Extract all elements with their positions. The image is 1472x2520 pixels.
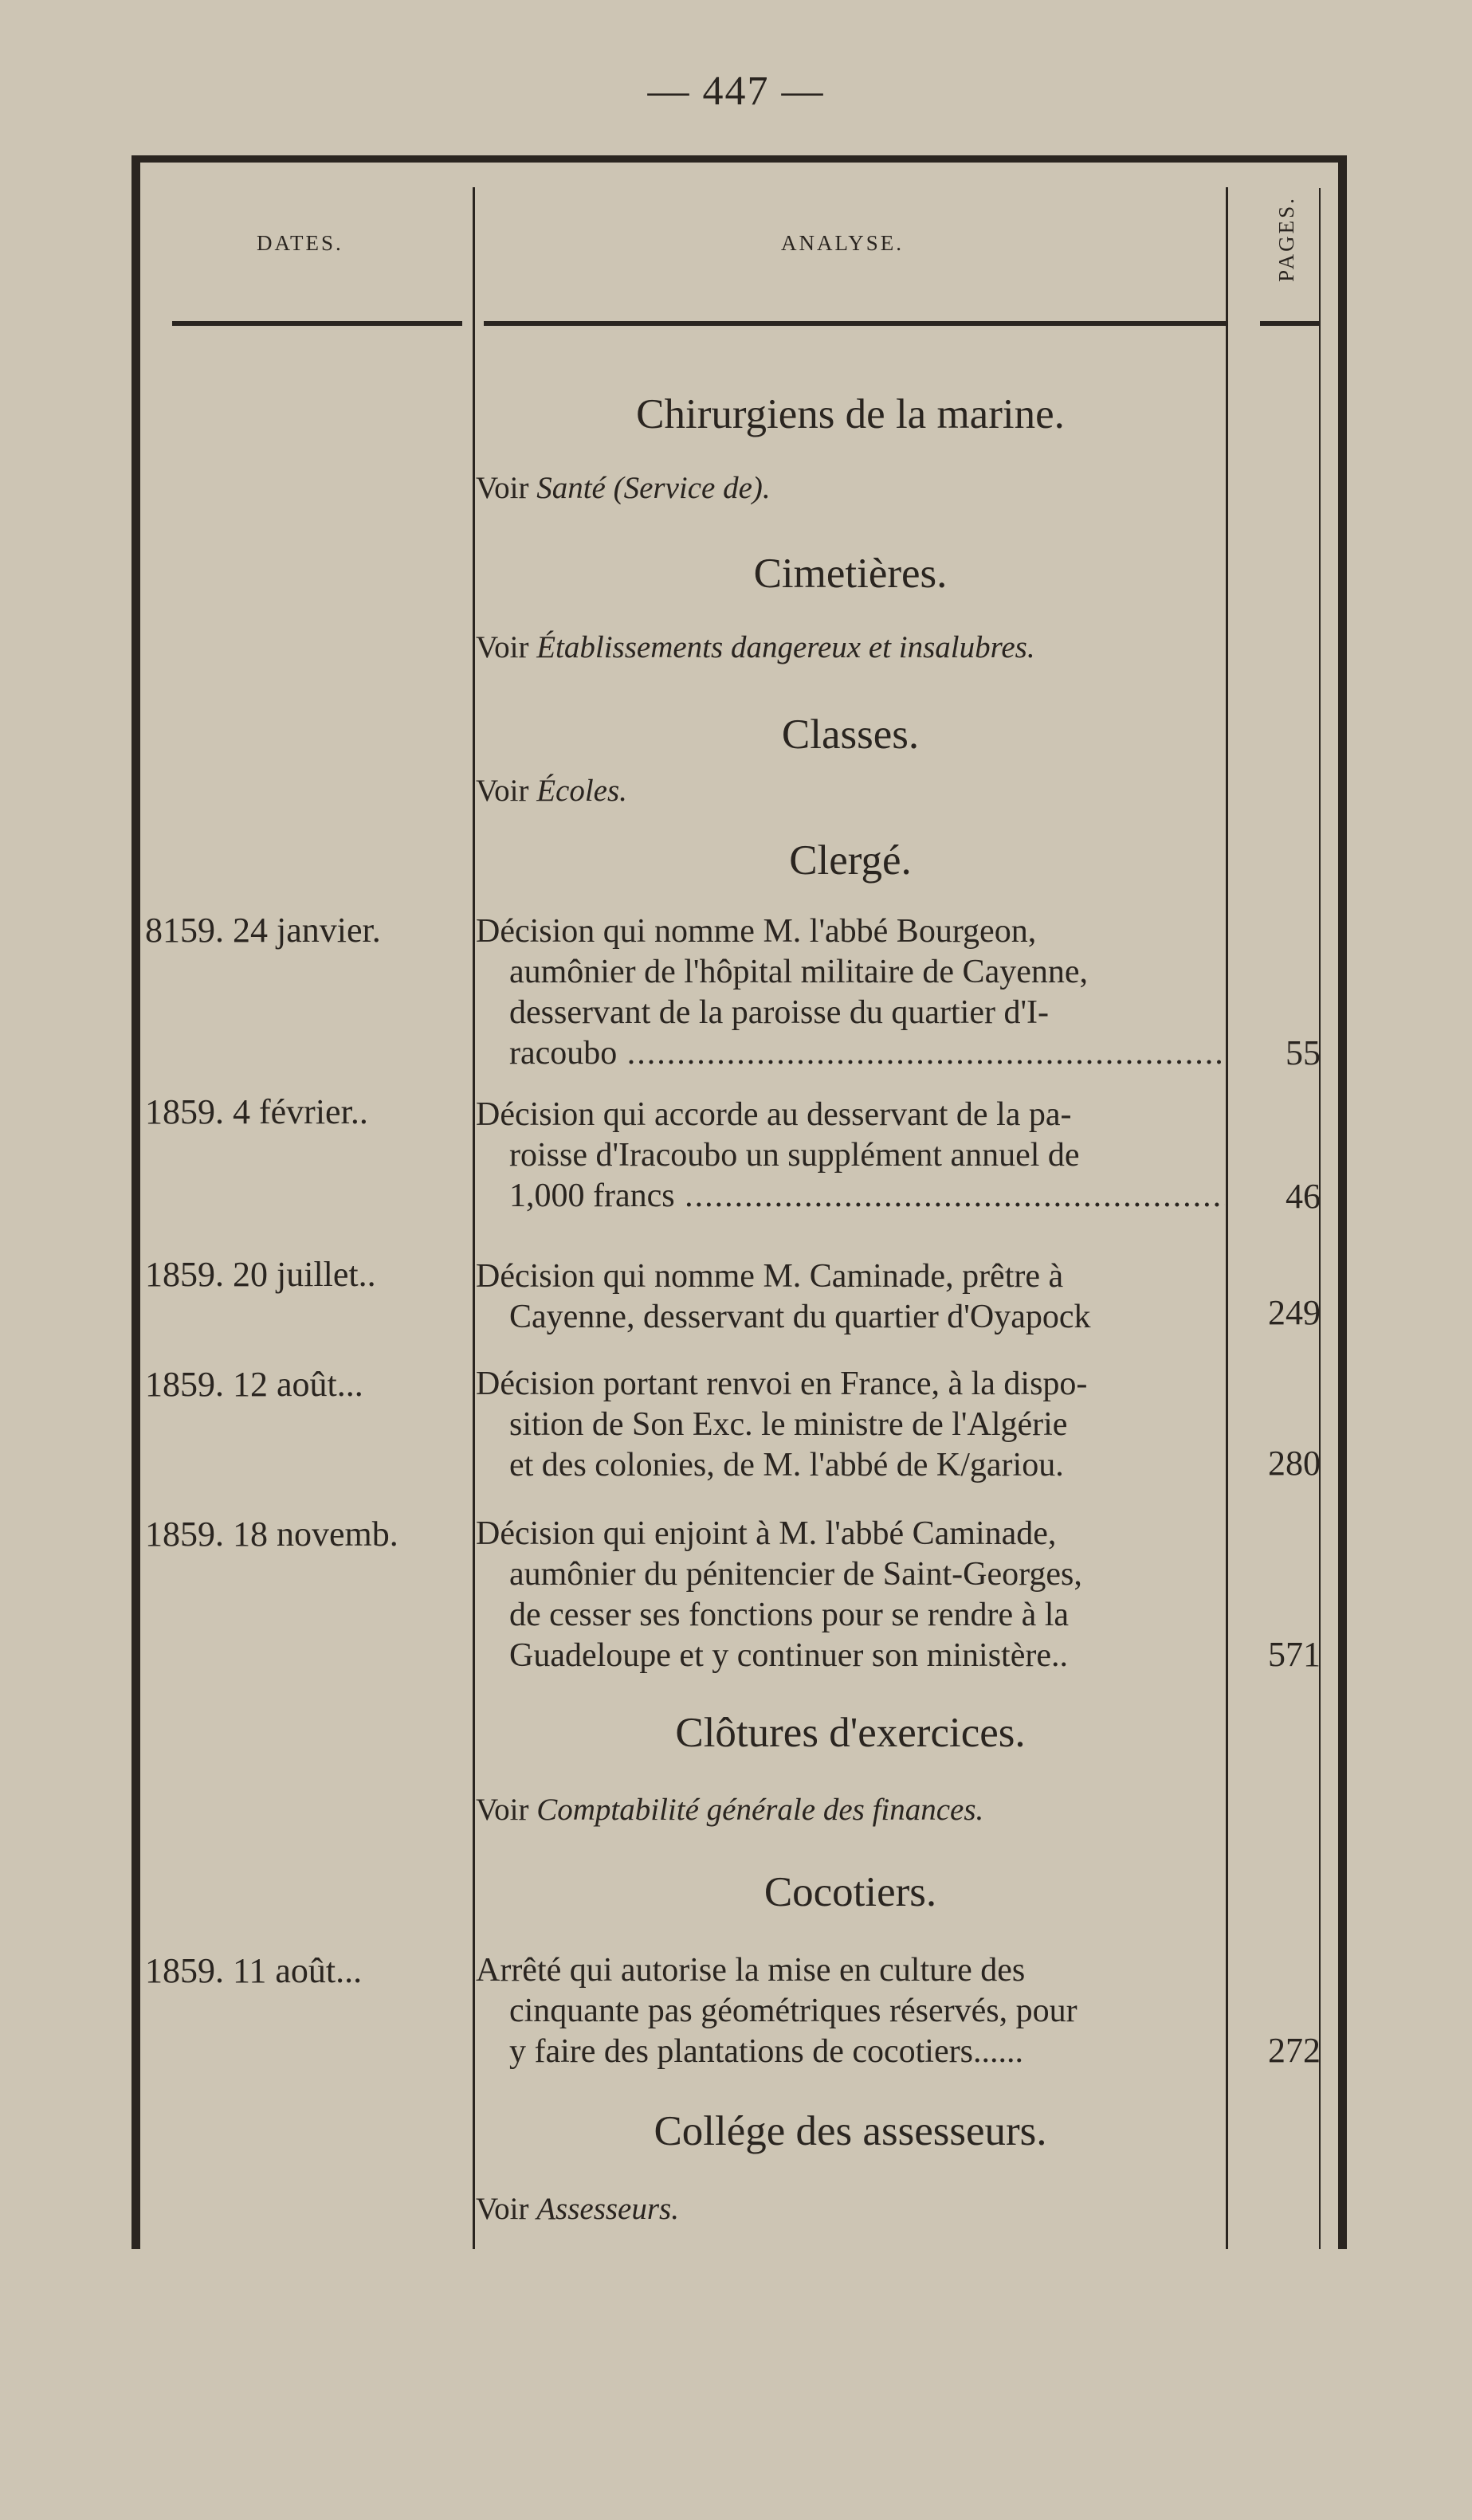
column-divider xyxy=(1319,188,1321,2249)
entry-line: Décision qui nomme M. Caminade, prêtre à xyxy=(476,1258,1064,1295)
section-heading: Cocotiers. xyxy=(763,1869,937,1915)
entry-line: Guadeloupe et y continuer son ministère.. xyxy=(509,1637,1068,1674)
entry-line: y faire des plantations de cocotiers...... xyxy=(509,2033,1023,2070)
see-reference: Voir Écoles. xyxy=(476,774,627,808)
page-reference: 46 xyxy=(1286,1177,1321,1216)
column-header-analyse: ANALYSE. xyxy=(781,231,905,255)
entry-line: Décision qui accorde au desservant de la pa- xyxy=(476,1096,1072,1133)
entry-line: Décision qui nomme M. l'abbé Bourgeon, xyxy=(476,913,1037,950)
entry-line: Cayenne, desservant du quartier d'Oyapock xyxy=(509,1299,1091,1335)
entry-line: 1,000 francs ..... xyxy=(476,1176,1225,1217)
entry-line: sition de Son Exc. le ministre de l'Algérie xyxy=(509,1406,1068,1443)
page-reference: 571 xyxy=(1268,1635,1321,1674)
column-divider xyxy=(473,187,475,2249)
section-heading: Clergé. xyxy=(789,837,912,884)
entry-text xyxy=(476,1095,1225,1217)
page-reference: 249 xyxy=(1268,1293,1321,1332)
entry-line: racoubo ..... xyxy=(476,1033,1225,1074)
entry-line: et des colonies, de M. l'abbé de K/gariou. xyxy=(509,1447,1064,1483)
entry-text xyxy=(476,1514,1225,1676)
see-reference: Voir Santé (Service de). xyxy=(476,471,771,505)
entry-text xyxy=(476,911,1225,1074)
entry-line: aumônier de l'hôpital militaire de Cayenne, xyxy=(509,954,1088,990)
section-heading: Classes. xyxy=(781,711,920,758)
entry-line: de cesser ses fonctions pour se rendre à la xyxy=(509,1597,1070,1633)
entry-text xyxy=(476,1256,1225,1338)
section-heading: Clôtures d'exercices. xyxy=(675,1710,1026,1756)
header-rule xyxy=(172,321,462,326)
entry-text xyxy=(476,1950,1225,2072)
entry-date: 1859. 12 août... xyxy=(145,1365,363,1404)
header-rule xyxy=(1260,321,1320,326)
entry-line: desservant de la paroisse du quartier d'I- xyxy=(509,994,1049,1031)
entry-date: 1859. 11 août... xyxy=(145,1951,363,1990)
see-reference: Voir Comptabilité générale des finances. xyxy=(476,1793,984,1827)
entry-date: 1859. 20 juillet.. xyxy=(145,1255,376,1294)
section-heading: Collége des assesseurs. xyxy=(654,2108,1047,2154)
entry-line: roisse d'Iracoubo un supplément annuel de xyxy=(509,1137,1080,1174)
section-heading: Chirurgiens de la marine. xyxy=(636,391,1065,437)
see-reference: Voir Établissements dangereux et insalubres. xyxy=(476,630,1035,664)
see-reference: Voir Assesseurs. xyxy=(476,2192,679,2226)
entry-line: Décision qui enjoint à M. l'abbé Caminade, xyxy=(476,1515,1057,1552)
entry-text xyxy=(476,1364,1225,1486)
page-reference: 272 xyxy=(1268,2031,1321,2070)
entry-date: 8159. 24 janvier. xyxy=(145,911,381,950)
entry-date: 1859. 4 février.. xyxy=(145,1092,368,1131)
header-rule xyxy=(484,321,1227,326)
column-divider xyxy=(1226,187,1228,2249)
entry-date: 1859. 18 novemb. xyxy=(145,1515,398,1554)
page-reference: 55 xyxy=(1286,1033,1321,1072)
page-reference: 280 xyxy=(1268,1444,1321,1483)
page-number: — 447 — xyxy=(647,69,825,114)
entry-line: Décision portant renvoi en France, à la dispo- xyxy=(476,1366,1088,1402)
entry-line: aumônier du pénitencier de Saint-Georges, xyxy=(509,1556,1082,1593)
column-header-pages: PAGES. xyxy=(1274,196,1298,282)
section-heading: Cimetières. xyxy=(753,551,948,597)
entry-line: cinquante pas géométriques réservés, pour xyxy=(509,1993,1078,2029)
column-header-dates: DATES. xyxy=(257,231,343,255)
entry-line: Arrêté qui autorise la mise en culture des xyxy=(476,1952,1026,1989)
